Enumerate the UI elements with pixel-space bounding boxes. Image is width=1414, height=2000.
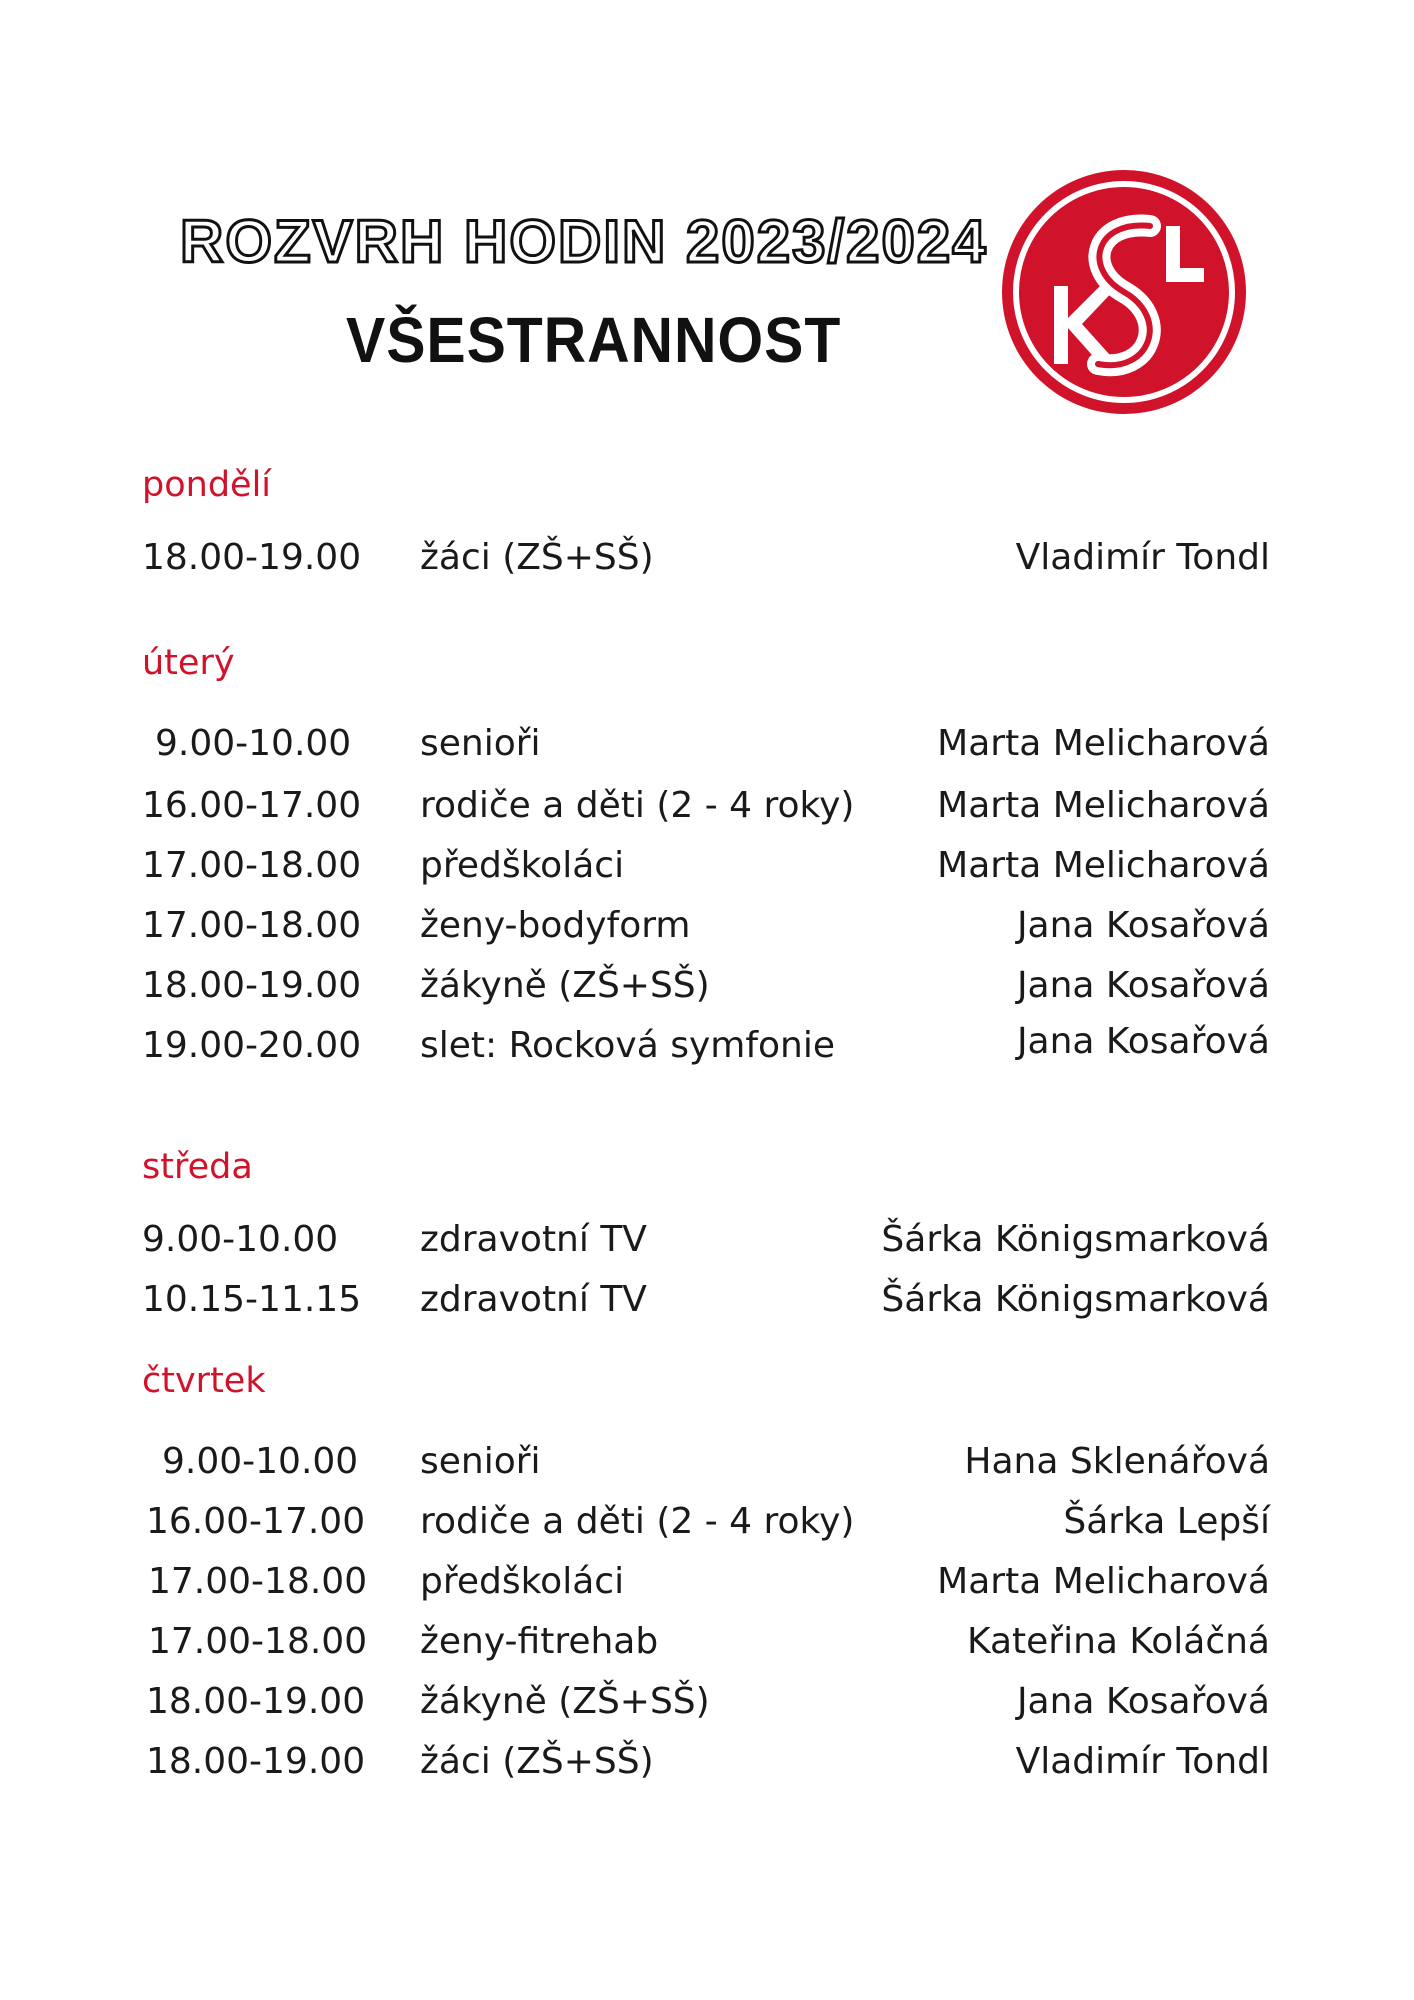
row-group: senioři [420,1441,541,1482]
row-group: zdravotní TV [420,1279,647,1320]
day-heading-thursday: čtvrtek [142,1361,266,1401]
row-group: předškoláci [420,845,625,886]
schedule-row [0,1620,1414,1664]
row-trainer: Marta Melicharová [937,1561,1270,1602]
schedule-row [0,964,1414,1008]
schedule-row [0,1021,1414,1068]
day-heading-monday: pondělí [142,465,272,505]
row-time: 17.00-18.00 [142,845,362,886]
schedule-row [0,722,1414,766]
schedule-row [0,1440,1414,1484]
row-group: rodiče a děti (2 - 4 roky) [420,1501,855,1542]
row-group: žákyně (ZŠ+SŠ) [420,1681,710,1722]
row-trainer: Vladimír Tondl [1015,537,1270,578]
row-group: předškoláci [420,1561,625,1602]
row-group: rodiče a děti (2 - 4 roky) [420,785,855,826]
day-heading-tuesday: úterý [142,643,235,683]
row-time: 9.00-10.00 [142,1219,339,1260]
row-time: 17.00-18.00 [148,1561,368,1602]
row-time: 10.15-11.15 [142,1279,362,1320]
row-group: slet: Rocková symfonie [420,1025,836,1066]
row-trainer: Kateřina Koláčná [967,1621,1270,1662]
row-trainer: Jana Kosařová [1016,905,1270,946]
row-time: 18.00-19.00 [146,1741,366,1782]
schedule-row [0,784,1414,828]
row-trainer: Marta Melicharová [937,785,1270,826]
schedule-row [0,1740,1414,1784]
schedule-row [0,536,1414,580]
row-trainer: Vladimír Tondl [1015,1741,1270,1782]
row-trainer: Marta Melicharová [937,845,1270,886]
row-time: 16.00-17.00 [146,1501,366,1542]
row-time: 18.00-19.00 [146,1681,366,1722]
row-group: senioři [420,723,541,764]
row-group: zdravotní TV [420,1219,647,1260]
schedule-row [0,904,1414,948]
row-trainer: Šárka Königsmarková [881,1279,1270,1320]
schedule-row [0,1218,1414,1262]
schedule-row [0,1560,1414,1604]
schedule-row [0,1680,1414,1724]
row-time: 19.00-20.00 [142,1025,362,1066]
schedule-row [0,844,1414,888]
row-trainer: Šárka Königsmarková [881,1219,1270,1260]
schedule-row [0,1278,1414,1322]
row-time: 16.00-17.00 [142,785,362,826]
row-trainer: Jana Kosařová [1016,1021,1270,1062]
day-heading-wednesday: středa [142,1147,253,1187]
row-trainer: Jana Kosařová [1016,965,1270,1006]
row-trainer: Šárka Lepší [1063,1501,1270,1542]
club-logo [1000,168,1248,416]
page-subtitle: VŠESTRANNOST [346,304,842,376]
row-time: 17.00-18.00 [148,1621,368,1662]
row-group: ženy-bodyform [420,905,691,946]
page-title: ROZVRH HODIN 2023/2024 [180,208,988,275]
row-group: žáci (ZŠ+SŠ) [420,1741,654,1782]
row-group: žáci (ZŠ+SŠ) [420,537,654,578]
row-time: 17.00-18.00 [142,905,362,946]
row-trainer: Marta Melicharová [937,723,1270,764]
row-trainer: Jana Kosařová [1016,1681,1270,1722]
row-time: 18.00-19.00 [142,537,362,578]
row-time: 9.00-10.00 [155,723,352,764]
row-group: žákyně (ZŠ+SŠ) [420,965,710,1006]
schedule-row [0,1500,1414,1544]
row-group: ženy-fitrehab [420,1621,659,1662]
row-trainer: Hana Sklenářová [964,1441,1270,1482]
row-time: 18.00-19.00 [142,965,362,1006]
row-time: 9.00-10.00 [162,1441,359,1482]
